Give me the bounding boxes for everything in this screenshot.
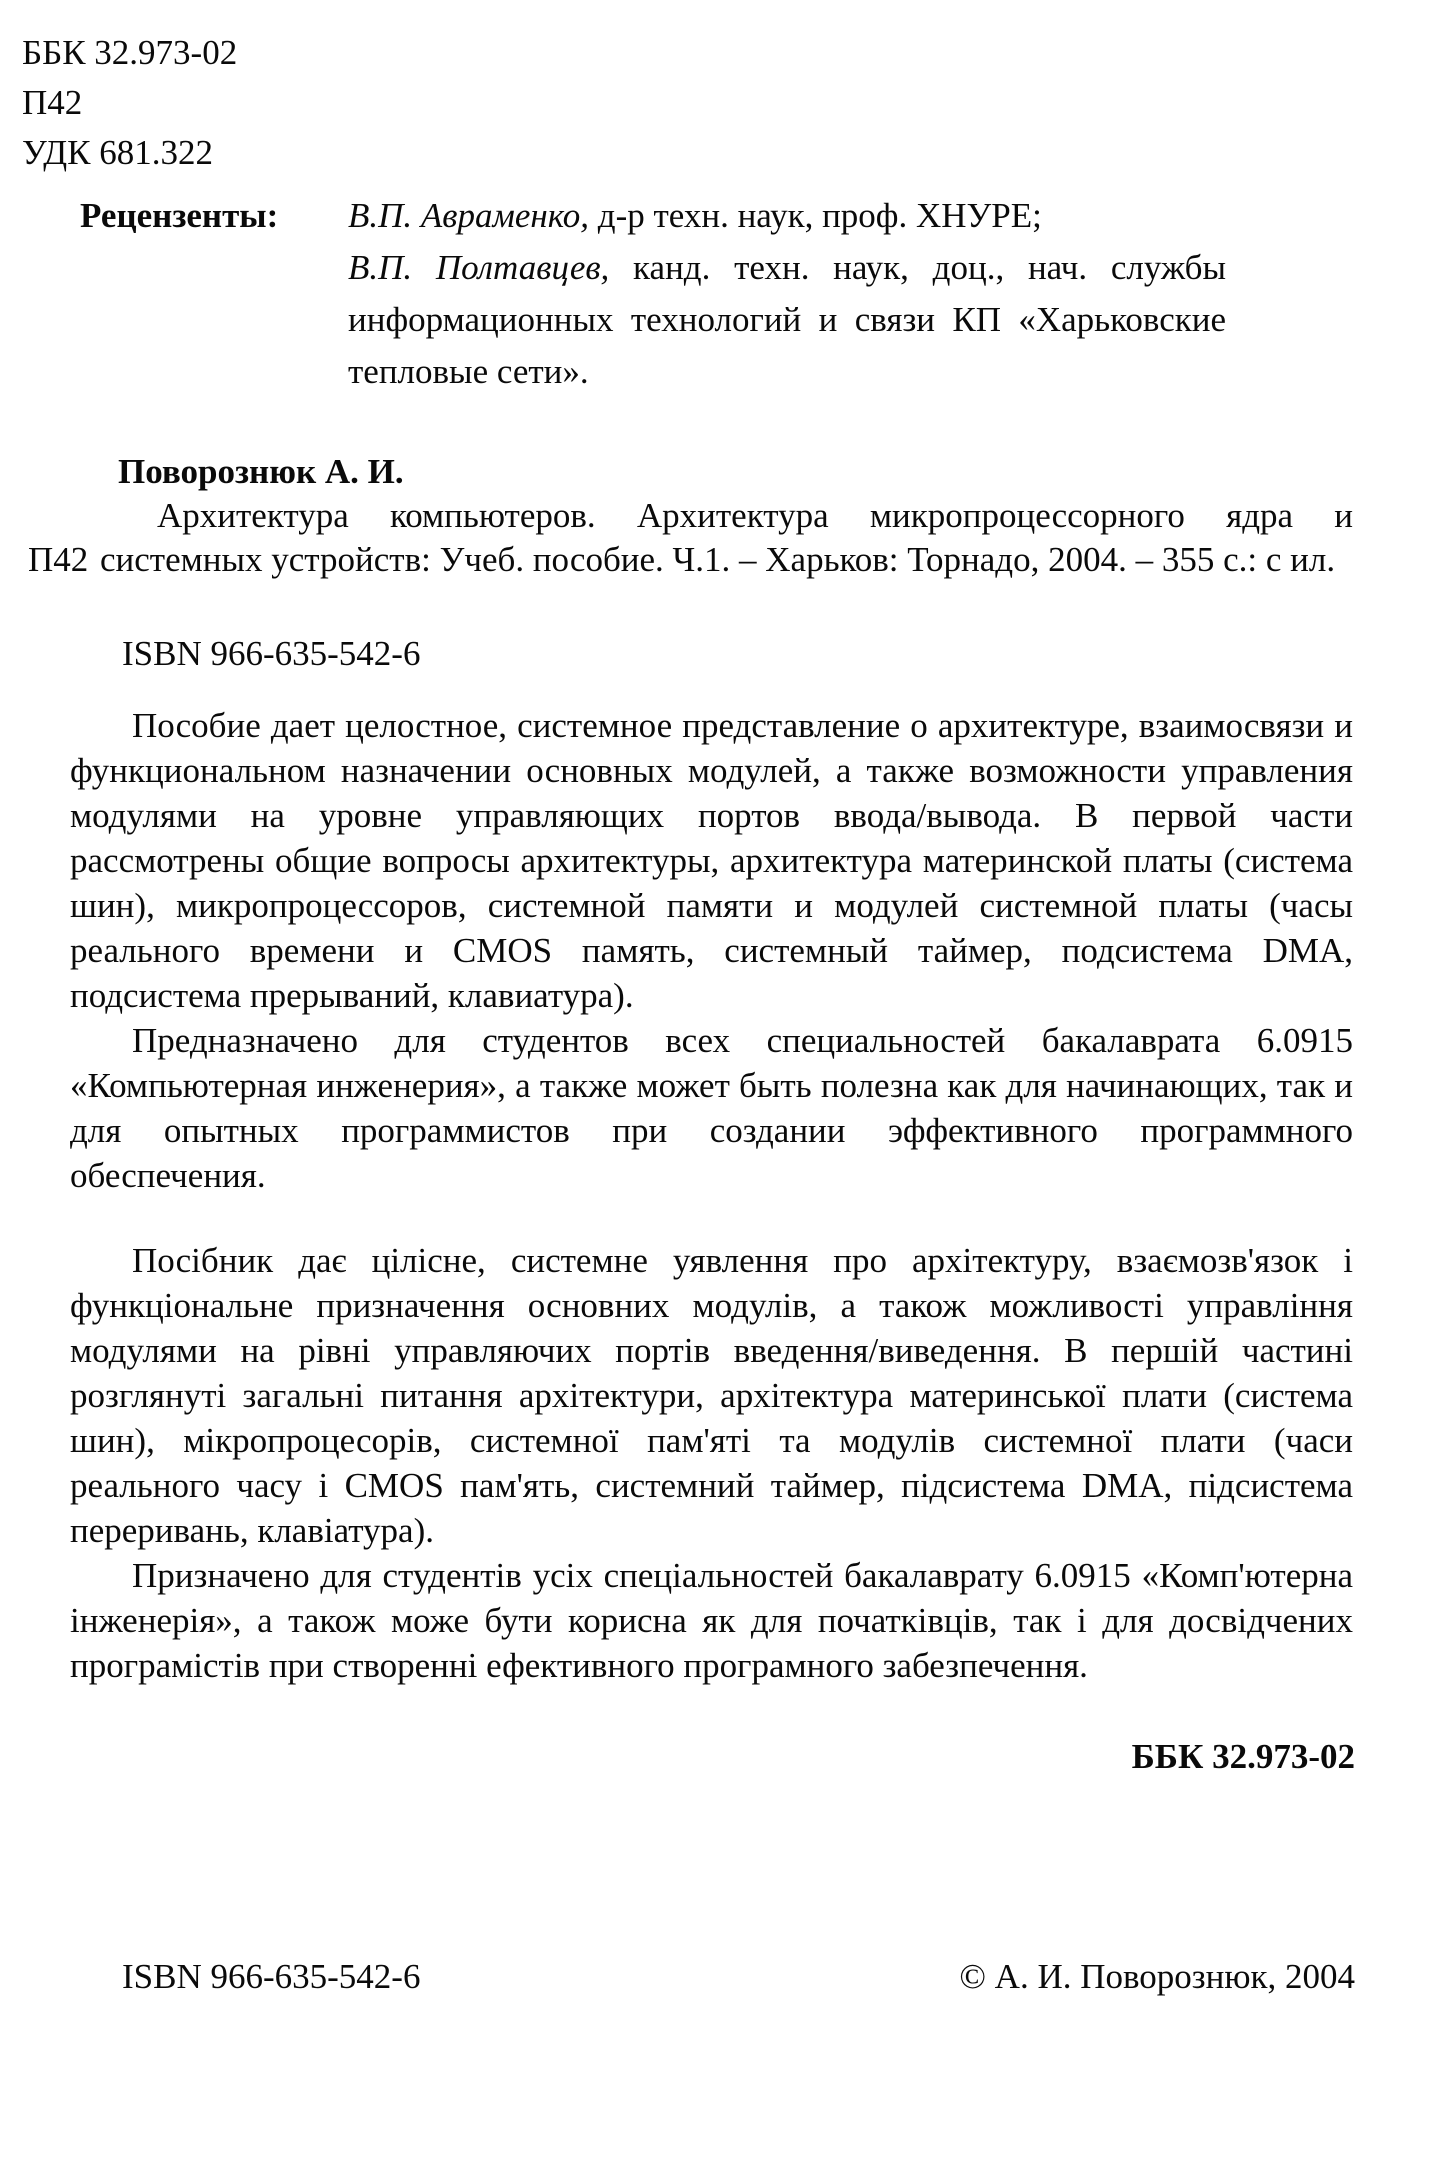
catalog-entry-title: Архитектура компьютеров. Архитектура микропроцессорного ядра и системных устройств: Учеб. пособие. Ч.1. – Харьков: Торнадо, 2004. – 355 с.: с ил.: [100, 496, 1353, 579]
reviewer-2-details: канд. техн. наук, доц., нач. службы информационных технологий и связи КП «Харьковские тепловые сети».: [348, 248, 1226, 391]
reviewer-2-name: В.П. Полтавцев,: [348, 248, 610, 287]
isbn-footer: ISBN 966-635-542-6: [122, 1957, 421, 1996]
reviewers-section: [80, 190, 1226, 398]
annotation-ukrainian: [70, 1238, 1353, 1688]
catalog-author: Поворознюк А. И.: [118, 452, 404, 491]
copyright-notice: © А. И. Поворознюк, 2004: [959, 1957, 1355, 1996]
annotation-ru-paragraph-2: Предназначено для студентов всех специальностей бакалаврата 6.0915 «Компьютерная инженерия», а также может быть полезна как для начинающих, так и для опытных программистов при создании эффективного программного обеспечения.: [70, 1021, 1353, 1195]
reviewer-2: [348, 242, 1226, 398]
annotation-uk-paragraph-2: Призначено для студентів усіх спеціальностей бакалаврату 6.0915 «Комп'ютерна інженерія», а також може бути корисна як для початківців, так і для досвідчених програмістів при створенні ефективного програмного забезпечення.: [70, 1556, 1353, 1685]
annotation-uk-paragraph-1: Посібник дає цілісне, системне уявлення про архітектуру, взаємозв'язок і функціональне призначення основних модулів, а також можливості управління модулями на рівні управляючих портів введення/виведення. В першій частині розглянуті загальні питання архітектури, архітектура материнської плати (система шин), мікропроцесорів, системної пам'яті та модулів системної плати (часи реального часу і CMOS пам'ять, системний таймер, підсистема DMA, підсистема переривань, клавіатура).: [70, 1241, 1353, 1550]
reviewer-1-name: В.П. Авраменко,: [348, 196, 590, 235]
catalog-entry: [28, 494, 1353, 582]
annotation-russian: [70, 703, 1353, 1198]
author-sign-code-margin: П42: [28, 540, 89, 579]
udk-code: УДК 681.322: [22, 133, 213, 172]
annotation-ru-paragraph-1: Пособие дает целостное, системное представление о архитектуре, взаимосвязи и функциональном назначении основных модулей, а также возможности управления модулями на уровне управляющих портов ввода/вывода. В первой части рассмотрены общие вопросы архитектуры, архитектура материнской платы (система шин), микропроцессоров, системной памяти и модулей системной платы (часы реального времени и CMOS память, системный таймер, подсистема DMA, подсистема прерываний, клавиатура).: [70, 706, 1353, 1015]
reviewer-1: [348, 190, 1226, 242]
reviewers-label: Рецензенты:: [80, 196, 279, 235]
catalog-entry-text: [28, 494, 1353, 582]
reviewer-1-details: д-р техн. наук, проф. ХНУРЕ;: [589, 196, 1042, 235]
bbk-code-top: ББК 32.973-02: [22, 33, 238, 72]
classification-codes: [22, 28, 237, 178]
bbk-code-bottom: ББК 32.973-02: [1131, 1737, 1355, 1776]
reviewers-list: [348, 190, 1226, 398]
author-sign-code-top: П42: [22, 83, 83, 122]
isbn-catalog: ISBN 966-635-542-6: [122, 634, 421, 673]
